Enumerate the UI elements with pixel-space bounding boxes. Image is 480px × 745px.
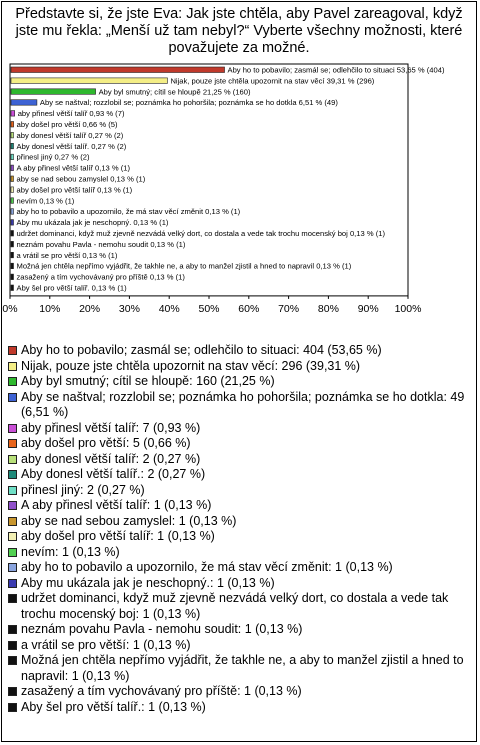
bar-label: Nijak, pouze jste chtěla upozornit na stav věcí 39,31 % (296) (170, 76, 375, 86)
legend-item (8, 359, 474, 375)
legend-item (8, 514, 474, 530)
legend-swatch (8, 687, 17, 696)
bar-label: Aby se naštval; rozzlobil se; poznámka ho pohoršila; poznámka se ho dotkla 6,51 % (49) (39, 98, 338, 108)
legend-label: aby došel pro větší: 5 (0,66 %) (21, 436, 191, 450)
legend-label: Aby se naštval; rozzlobil se; poznámka ho pohoršila; poznámka se ho dotkla: 49 (6,51 %) (21, 389, 465, 419)
bar-label: Aby šel pro větší talíř. 0,13 % (1) (16, 283, 127, 293)
legend-item (8, 591, 474, 622)
x-tick-label: 30% (118, 302, 140, 315)
bar-label: aby došel pro větší 0,66 % (5) (16, 120, 118, 129)
legend-item (8, 483, 474, 499)
legend-swatch (8, 532, 17, 541)
x-tick-label: 100% (394, 302, 422, 315)
bar-label: aby došel pro větší talíř 0,13 % (1) (16, 185, 133, 195)
bar-label: A aby přinesl větší talíř 0,13 % (1) (16, 163, 131, 173)
legend-label: Aby šel pro větší talíř.: 1 (0,13 %) (21, 699, 206, 714)
legend-label: a vrátil se pro větší: 1 (0,13 %) (21, 637, 191, 652)
legend-item (8, 684, 474, 700)
legend-swatch (8, 424, 17, 433)
bar-label: Aby mu ukázala jak je neschopný. 0,13 % (1) (16, 218, 169, 228)
legend-item (8, 622, 474, 638)
legend-item (8, 498, 474, 514)
legend-item (8, 343, 474, 359)
bar-chart (0, 0, 480, 340)
legend-swatch (8, 548, 17, 557)
bar (11, 100, 37, 106)
x-tick-label: 10% (39, 302, 61, 315)
legend-swatch (8, 377, 17, 386)
bar-label: Možná jen chtěla nepřímo vyjádřit, že takhle ne, a aby to manžel zjistil a hned to napravil 0,13 % (1) (16, 261, 352, 271)
bar (11, 187, 14, 193)
legend-swatch (8, 501, 17, 510)
legend-swatch (8, 486, 17, 495)
legend-swatch (8, 594, 17, 603)
legend-label: aby přinesl větší talíř: 7 (0,93 %) (21, 420, 201, 435)
x-tick-label: 20% (79, 302, 101, 315)
legend-swatch (8, 346, 17, 355)
chart-legend (8, 343, 474, 715)
x-tick-label: 0% (2, 302, 18, 315)
legend-item (8, 638, 474, 654)
bar-label: Aby byl smutný; cítil se hloupě 21,25 % (160) (98, 87, 251, 97)
bar (11, 209, 14, 215)
legend-swatch (8, 703, 17, 712)
legend-label: aby ho to pobavilo a upozornilo, že má stav věcí změnit: 1 (0,13 %) (21, 560, 393, 574)
legend-item (8, 560, 474, 576)
legend-swatch (8, 656, 17, 665)
x-tick-label: 80% (317, 302, 339, 315)
legend-label: aby došel pro větší talíř: 1 (0,13 %) (21, 529, 215, 543)
bar-label: Aby ho to pobavilo; zasmál se; odlehčilo to situaci 53,65 % (404) (227, 65, 445, 75)
legend-label: Nijak, pouze jste chtěla upozornit na stav věcí: 296 (39,31 %) (21, 358, 361, 373)
legend-swatch (8, 362, 17, 371)
legend-item (8, 529, 474, 545)
legend-swatch (8, 393, 17, 402)
legend-label: neznám povahu Pavla - nemohu soudit: 1 (0,13 %) (21, 622, 303, 636)
x-tick-label: 40% (158, 302, 180, 315)
legend-item (8, 576, 474, 592)
legend-item (8, 653, 474, 684)
legend-label: A aby přinesl větší talíř: 1 (0,13 %) (21, 498, 212, 512)
bar-label: udržet dominanci, když muž zjevně nezvádá velký dort, co dostala a vede tak trochu mocenský boj 0,13 % (1) (16, 229, 385, 238)
bar (11, 154, 14, 160)
bar (11, 122, 14, 128)
legend-label: Aby byl smutný; cítil se hloupě: 160 (21,25 %) (21, 374, 275, 388)
bar-label: Aby donesl větší talíř. 0,27 % (2) (16, 141, 127, 151)
x-tick-label: 50% (198, 302, 220, 315)
bar-label: zasažený a tím vychovávaný pro příště 0,13 % (1) (16, 272, 185, 282)
legend-item (8, 452, 474, 468)
legend-label: Aby mu ukázala jak je neschopný.: 1 (0,13 %) (21, 575, 275, 590)
bar (11, 132, 14, 138)
legend-swatch (8, 579, 17, 588)
legend-item (8, 467, 474, 483)
bar-label: nevím 0,13 % (1) (16, 196, 75, 206)
bar (11, 198, 14, 204)
legend-label: nevím: 1 (0,13 %) (21, 544, 120, 559)
bar (11, 285, 14, 291)
legend-swatch (8, 625, 17, 634)
legend-swatch (8, 439, 17, 448)
bar (11, 165, 14, 171)
legend-swatch (8, 517, 17, 526)
legend-item (8, 374, 474, 390)
bar (11, 67, 225, 73)
bar (11, 89, 96, 95)
legend-label: aby donesl větší talíř: 2 (0,27 %) (21, 451, 201, 466)
bar-label: neznám povahu Pavla - nemohu soudit 0,13 % (1) (16, 239, 186, 249)
bar (11, 111, 15, 117)
legend-swatch (8, 470, 17, 479)
bar-label: a vrátil se pro větší 0,13 % (1) (16, 250, 118, 260)
bar (11, 252, 14, 257)
legend-label: udržet dominanci, když muž zjevně nezvádá velký dort, co dostala a vede tak trochu mocenský boj: 1 (0,13 %) (21, 591, 449, 621)
x-tick-label: 90% (357, 302, 379, 315)
legend-item (8, 436, 474, 452)
legend-label: zasažený a tím vychovávaný pro příště: 1 (0,13 %) (21, 684, 302, 698)
bar-label: aby se nad sebou zamyslel 0,13 % (1) (16, 174, 146, 184)
legend-swatch (8, 641, 17, 650)
legend-label: aby se nad sebou zamyslel: 1 (0,13 %) (21, 513, 237, 528)
legend-label: přinesl jiný: 2 (0,27 %) (21, 482, 145, 497)
bar-label: aby donesl větší talíř 0,27 % (2) (16, 130, 124, 140)
legend-label: Aby ho to pobavilo; zasmál se; odlehčilo to situaci: 404 (53,65 %) (21, 343, 382, 357)
bar (11, 220, 14, 226)
legend-label: Možná jen chtěla nepřímo vyjádřit, že takhle ne, a aby to manžel zjistil a hned to napravil: 1 (0,13 %) (21, 653, 464, 683)
bar-label: aby přinesl větší talíř 0,93 % (7) (17, 109, 125, 119)
bar (11, 274, 14, 280)
legend-item (8, 390, 474, 421)
legend-swatch (8, 563, 17, 572)
legend-swatch (8, 455, 17, 464)
bar-label: aby ho to pobavilo a upozornilo, že má stav věcí změnit 0,13 % (1) (16, 207, 241, 217)
bar (11, 231, 14, 237)
bar (11, 176, 14, 182)
chart-title: Představte si, že jste Eva: Jak jste chtěla, aby Pavel zareagoval, když jste mu řekla: „Menší už tam nebyl?“ Vyberte všechny možnosti, které považujete za možné. (15, 6, 463, 56)
bar-label: přinesl jiný 0,27 % (2) (16, 152, 90, 162)
legend-item (8, 421, 474, 437)
bar (11, 263, 14, 269)
legend-label: Aby donesl větší talíř.: 2 (0,27 %) (21, 467, 206, 481)
bar (11, 78, 167, 84)
bar (11, 241, 14, 247)
x-tick-label: 60% (238, 302, 260, 315)
x-tick-label: 70% (278, 302, 300, 315)
bar (11, 143, 14, 149)
legend-item (8, 700, 474, 716)
legend-item (8, 545, 474, 561)
